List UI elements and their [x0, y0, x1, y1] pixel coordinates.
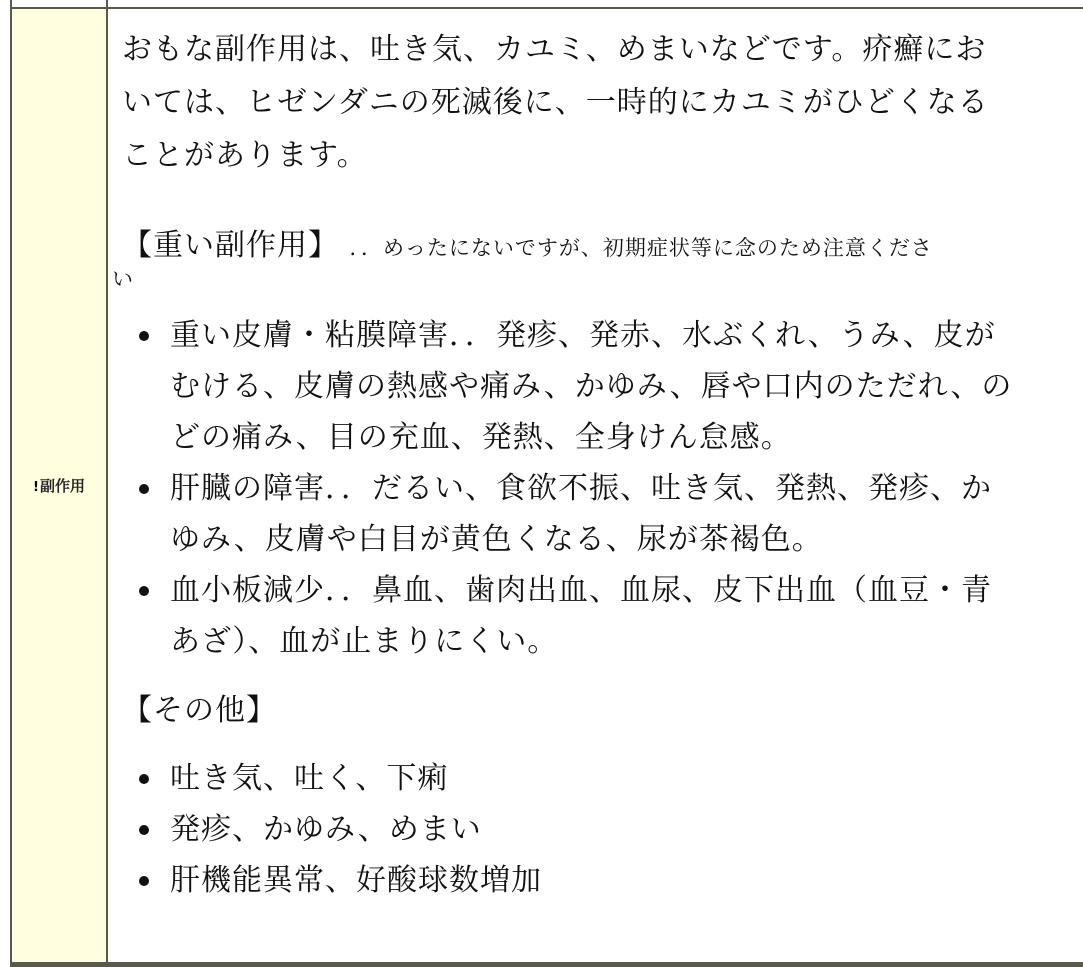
serious-heading-line — [122, 222, 1052, 272]
serious-list — [122, 310, 1052, 667]
intro-line: ことがあります。 — [122, 138, 368, 173]
side-effects-content — [112, 23, 1052, 906]
list-item — [170, 565, 1052, 667]
row-content-cell — [108, 9, 1083, 962]
list-item: 肝機能異常、好酸球数増加 — [170, 855, 1052, 906]
intro-line: いては、ヒゼンダニの死滅後に、一時的にカユミがひどくなる — [122, 85, 989, 120]
intro-paragraph — [122, 23, 1052, 182]
serious-note: ．．めったにないですが、初期症状等に念のため注意くださ — [349, 236, 933, 260]
other-heading: 【その他】 — [122, 693, 277, 728]
row-header-cell — [12, 9, 108, 962]
list-item-line: 重い皮膚・粘膜障害．．発疹、発赤、水ぶくれ、うみ、皮が — [170, 318, 996, 353]
warning-mark: ! — [33, 480, 39, 495]
intro-line: おもな副作用は、吐き気、カユミ、めまいなどです。疥癬にお — [122, 32, 987, 67]
list-item-line: あざ）、血が止まりにくい。 — [170, 624, 559, 659]
serious-heading: 【重い副作用】 — [122, 228, 339, 263]
list-item — [170, 310, 1052, 463]
list-item-line: 肝臓の障害．．だるい、食欲不振、吐き気、発熱、発疹、か — [170, 471, 992, 506]
list-item — [170, 463, 1052, 565]
serious-note-wrap: い — [112, 267, 133, 291]
list-item: 発疹、かゆみ、めまい — [170, 804, 1052, 855]
table-bottom-border — [10, 962, 1083, 967]
list-item-line: むける、皮膚の熱感や痛み、かゆみ、唇や口内のただれ、の — [170, 369, 1013, 404]
list-item-line: どの痛み、目の充血、発熱、全身けん怠感。 — [170, 420, 792, 455]
list-item: 吐き気、吐く、下痢 — [170, 753, 1052, 804]
previous-row-edge — [12, 0, 1083, 9]
column-divider — [106, 0, 108, 9]
row-header-text: 副作用 — [39, 477, 85, 495]
list-item-line: 血小板減少．．鼻血、歯肉出血、血尿、皮下出血（血豆・青 — [170, 573, 992, 608]
other-list — [122, 753, 1052, 906]
list-item-line: ゆみ、皮膚や白目が黄色くなる、尿が茶褐色。 — [170, 522, 823, 557]
row-header-label — [33, 475, 85, 496]
